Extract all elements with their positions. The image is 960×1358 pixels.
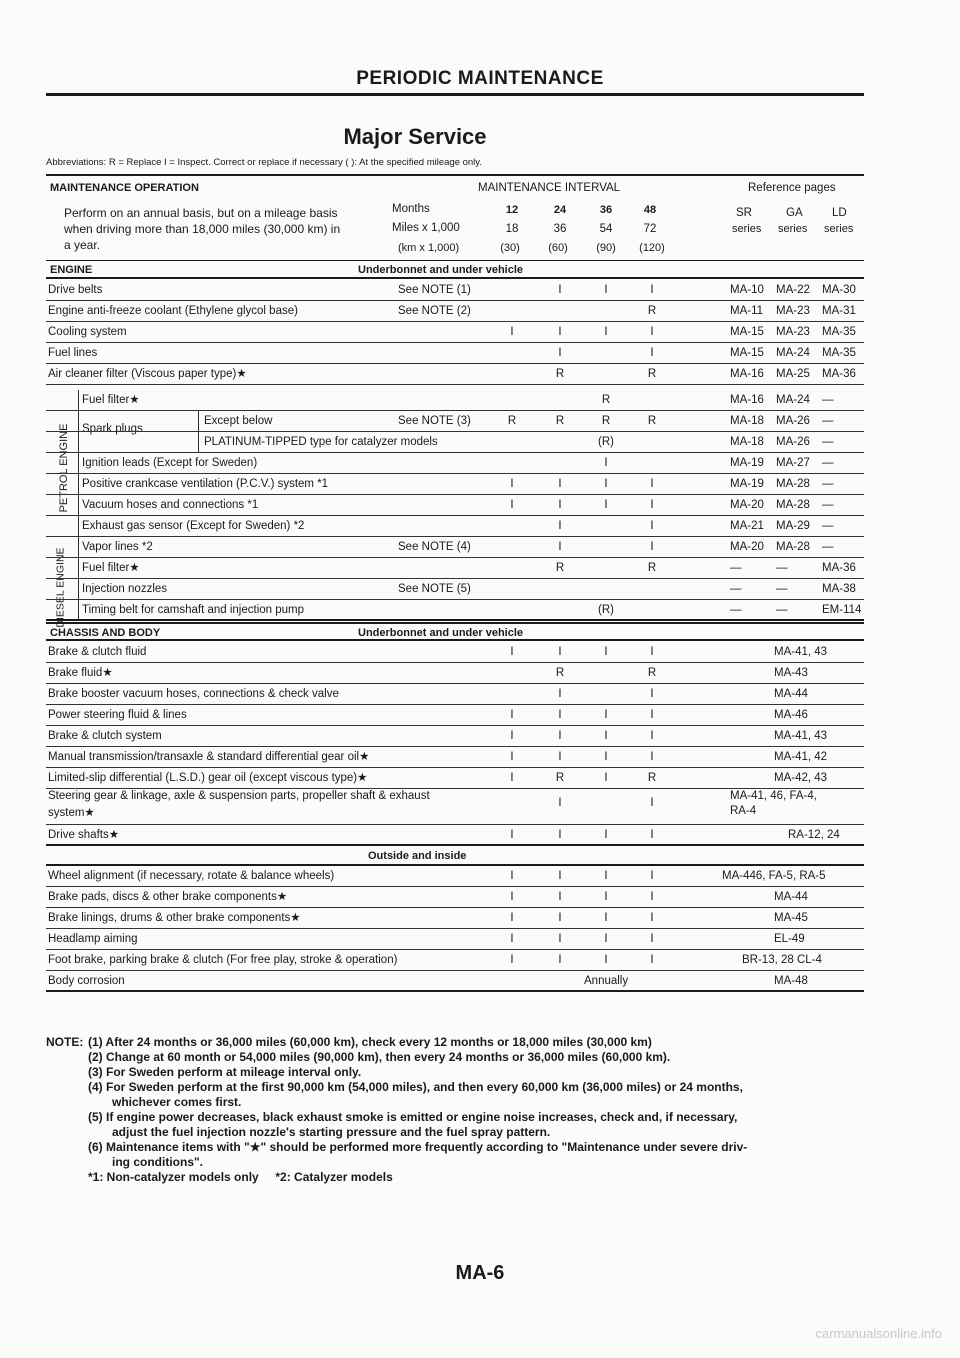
row-name: Headlamp aiming [48, 933, 138, 945]
interval-cell: I [510, 478, 514, 490]
steering-row [46, 789, 864, 825]
header-desc-2: when driving more than 18,000 miles (30,000 km) in [64, 222, 341, 236]
interval-cell: I [558, 709, 562, 721]
row-name: Engine anti-freeze coolant (Ethylene glycol base) [48, 305, 298, 317]
interval-cell: I [604, 326, 608, 338]
driveshaft-ref: RA-12, 24 [788, 829, 840, 841]
note-2: (2) Change at 60 month or 54,000 miles (90,000 km), then every 24 months or 36,000 miles (60,000 km). [88, 1050, 671, 1064]
row-name: Except below [204, 415, 273, 427]
page-title: PERIODIC MAINTENANCE [356, 68, 604, 89]
interval-cell: R [601, 415, 611, 427]
month-24: 24 [553, 204, 567, 216]
ref-ld: — [822, 478, 834, 490]
interval-cell: I [510, 751, 514, 763]
row-name: Power steering fluid & lines [48, 709, 187, 721]
driveshaft-i-1: I [558, 829, 562, 841]
ref-series-1: series [732, 223, 762, 235]
ref-ld: MA-35 [822, 347, 856, 359]
driveshaft-i-3: I [650, 829, 654, 841]
ref-ga: MA-28 [776, 541, 810, 553]
table-row [46, 642, 864, 663]
interval-cell: I [604, 772, 608, 784]
note-4b: whichever comes first. [112, 1095, 242, 1109]
header-desc-3: a year. [64, 238, 101, 252]
ref-ga: MA-29 [776, 520, 810, 532]
interval-cell: I [558, 347, 562, 359]
ref-sr: MA-10 [730, 284, 764, 296]
ref-sr: MA-15 [730, 326, 764, 338]
row-ref: MA-42, 43 [774, 772, 828, 784]
interval-cell: I [650, 326, 654, 338]
miles-18: 18 [505, 223, 519, 235]
interval-cell: R [507, 415, 517, 427]
interval-cell: I [510, 499, 514, 511]
interval-cell: I [558, 520, 562, 532]
outside-section-header [46, 847, 864, 866]
note-footnote: *1: Non-catalyzer models only *2: Catalyzer models [88, 1170, 393, 1184]
interval-cell: I [510, 933, 514, 945]
ref-ga: — [776, 583, 788, 595]
row-name: Fuel lines [48, 347, 98, 359]
row-note: See NOTE (4) [398, 541, 471, 553]
note-6a: (6) Maintenance items with "★" should be performed more frequently according to "Maintenance under severe driv- [88, 1140, 748, 1154]
interval-cell: R [647, 772, 657, 784]
row-ref: MA-44 [774, 688, 808, 700]
ref-ld: MA-36 [822, 368, 856, 380]
row-name: Air cleaner filter (Viscous paper type)★ [48, 368, 247, 380]
interval-cell: I [604, 646, 608, 658]
row-name: Brake booster vacuum hoses, connections & check valve [48, 688, 339, 700]
interval-cell: R [555, 667, 565, 679]
interval-cell: I [604, 478, 608, 490]
watermark: carmanualsonline.info [815, 1326, 942, 1341]
ref-sr: — [730, 583, 742, 595]
steering-name-1: Steering gear & linkage, axle & suspension parts, propeller shaft & exhaust [48, 790, 430, 802]
ref-ld: MA-31 [822, 305, 856, 317]
table-row [46, 950, 864, 971]
outside-label: Outside and inside [368, 850, 467, 862]
interval-cell: I [650, 499, 654, 511]
interval-cell: I [558, 541, 562, 553]
chassis-sublabel: Underbonnet and under vehicle [358, 627, 524, 639]
header-operation: MAINTENANCE OPERATION [50, 182, 199, 194]
ref-ga: MA-24 [776, 394, 810, 406]
row-note: See NOTE (5) [398, 583, 471, 595]
interval-cell: I [650, 954, 654, 966]
interval-cell: I [650, 709, 654, 721]
row-ref: MA-41, 43 [774, 646, 828, 658]
ref-sr: MA-16 [730, 368, 764, 380]
row-name: Vacuum hoses and connections *1 [82, 499, 259, 511]
row-ref: MA-45 [774, 912, 808, 924]
ref-ga: MA-22 [776, 284, 810, 296]
table-row [46, 726, 864, 747]
table-row [46, 579, 864, 600]
row-name: Limited-slip differential (L.S.D.) gear oil (except viscous type)★ [48, 772, 368, 784]
row-name: Cooling system [48, 326, 127, 338]
ref-ld: EM-114 [822, 604, 862, 616]
interval-cell: R [555, 368, 565, 380]
ref-ld: MA-30 [822, 284, 856, 296]
row-ref: MA-44 [774, 891, 808, 903]
petrol-engine-label: PETROL ENGINE [58, 423, 70, 513]
ref-ga: MA-26 [776, 415, 810, 427]
engine-section-header [46, 260, 864, 279]
table-row [46, 600, 864, 621]
interval-cell: I [650, 870, 654, 882]
table-row [46, 684, 864, 705]
miles-label: Miles x 1,000 [392, 222, 460, 234]
interval-cell: I [558, 499, 562, 511]
ref-ld: MA-38 [822, 583, 856, 595]
interval-cell: R [555, 562, 565, 574]
ref-ga: — [776, 562, 788, 574]
header-interval: MAINTENANCE INTERVAL [478, 182, 621, 194]
ref-ld: — [822, 415, 834, 427]
interval-cell: I [650, 730, 654, 742]
interval-cell: I [650, 891, 654, 903]
ref-ld: — [822, 436, 834, 448]
row-ref: MA-43 [774, 667, 808, 679]
ref-ld: MA-35 [822, 326, 856, 338]
interval-cell: I [604, 891, 608, 903]
month-36: 36 [599, 204, 613, 216]
ref-ld: — [822, 520, 834, 532]
header-reference: Reference pages [748, 182, 836, 194]
interval-cell: I [604, 751, 608, 763]
steering-ref-1: MA-41, 46, FA-4, [730, 790, 817, 802]
row-name: Manual transmission/transaxle & standard differential gear oil★ [48, 751, 370, 763]
interval-cell: I [558, 478, 562, 490]
ref-ga: MA-23 [776, 326, 810, 338]
row-name: Brake fluid★ [48, 667, 113, 679]
ref-ga: MA-26 [776, 436, 810, 448]
ref-sr: MA-11 [730, 305, 764, 317]
row-name: Ignition leads (Except for Sweden) [82, 457, 258, 469]
table-row [46, 537, 864, 558]
notes-label: NOTE: [46, 1035, 84, 1049]
interval-cell: I [604, 912, 608, 924]
interval-cell: R [555, 415, 565, 427]
row-name: Vapor lines *2 [82, 541, 153, 553]
interval-cell: I [558, 870, 562, 882]
km-60: (60) [548, 242, 568, 254]
interval-cell: I [604, 457, 608, 469]
ref-sr: MA-15 [730, 347, 764, 359]
ref-ga: MA-28 [776, 478, 810, 490]
month-12: 12 [505, 204, 519, 216]
ref-ld: LD [832, 207, 847, 219]
interval-cell: I [510, 709, 514, 721]
engine-label: ENGINE [50, 264, 93, 276]
section-subtitle: Major Service [343, 124, 487, 149]
page-number: MA-6 [455, 1262, 505, 1284]
diesel-engine-label: DIESEL ENGINE [54, 547, 67, 628]
ref-sr: MA-19 [730, 478, 764, 490]
miles-72: 72 [643, 223, 657, 235]
ref-ld: — [822, 457, 834, 469]
row-name: Fuel filter★ [82, 562, 140, 574]
row-note: See NOTE (3) [398, 415, 471, 427]
ref-ga: MA-25 [776, 368, 810, 380]
row-name: PLATINUM-TIPPED type for catalyzer models [204, 436, 438, 448]
interval-cell: R [555, 772, 565, 784]
interval-cell: R [647, 667, 657, 679]
row-name: Brake pads, discs & other brake components★ [48, 891, 288, 903]
ref-sr: — [730, 562, 742, 574]
row-name: Brake linings, drums & other brake components★ [48, 912, 301, 924]
km-120: (120) [639, 242, 665, 254]
table-row [46, 747, 864, 768]
ref-ld: MA-36 [822, 562, 856, 574]
spark-plugs-label: Spark plugs [82, 423, 143, 435]
interval-cell: I [558, 646, 562, 658]
note-4a: (4) For Sweden perform at the first 90,000 km (54,000 miles), and then every 60,000 km (36,000 miles) or 24 months, [88, 1080, 743, 1094]
steering-name-2: system★ [48, 807, 95, 819]
interval-cell: I [558, 933, 562, 945]
table-row [46, 390, 864, 411]
interval-cell: I [650, 520, 654, 532]
table-row [46, 280, 864, 301]
miles-36: 36 [553, 223, 567, 235]
title-rule [46, 93, 864, 96]
interval-cell: I [510, 730, 514, 742]
interval-cell: I [558, 730, 562, 742]
interval-cell: I [604, 954, 608, 966]
row-ref: EL-49 [774, 933, 805, 945]
miles-54: 54 [599, 223, 613, 235]
row-ref: MA-41, 42 [774, 751, 828, 763]
engine-sublabel: Underbonnet and under vehicle [358, 264, 524, 276]
km-90: (90) [596, 242, 616, 254]
table-row [46, 768, 864, 789]
month-48: 48 [643, 204, 657, 216]
km-label: (km x 1,000) [398, 242, 460, 254]
ref-sr: MA-21 [730, 520, 764, 532]
ref-series-3: series [824, 223, 854, 235]
row-name: Fuel filter★ [82, 394, 140, 406]
row-name: Positive crankcase ventilation (P.C.V.) system *1 [82, 478, 329, 490]
interval-cell: R [647, 305, 657, 317]
table-row [46, 364, 864, 385]
ref-sr: SR [736, 207, 752, 219]
interval-cell: I [650, 933, 654, 945]
ref-ld: — [822, 499, 834, 511]
row-name: Drive belts [48, 284, 103, 296]
interval-cell: I [650, 541, 654, 553]
interval-cell: I [604, 709, 608, 721]
interval-cell: I [510, 891, 514, 903]
steering-i-3: I [650, 797, 654, 809]
interval-cell: I [650, 347, 654, 359]
row-name: Injection nozzles [82, 583, 168, 595]
interval-cell: (R) [598, 436, 614, 448]
row-name: Brake & clutch system [48, 730, 162, 742]
interval-cell: I [650, 688, 654, 700]
interval-cell: I [604, 284, 608, 296]
interval-cell: I [510, 772, 514, 784]
row-name: Timing belt for camshaft and injection pump [82, 604, 305, 616]
note-6b: ing conditions". [112, 1155, 204, 1169]
table-row [46, 558, 864, 579]
interval-cell: I [650, 646, 654, 658]
interval-cell: I [650, 284, 654, 296]
table-row [46, 887, 864, 908]
row-note: See NOTE (2) [398, 305, 471, 317]
table-top-rule [46, 174, 864, 176]
interval-cell: I [558, 891, 562, 903]
interval-cell: I [510, 870, 514, 882]
header-desc-1: Perform on an annual basis, but on a mileage basis [64, 206, 338, 220]
interval-cell: I [604, 499, 608, 511]
ref-series-2: series [778, 223, 808, 235]
row-name: Wheel alignment (if necessary, rotate & balance wheels) [48, 870, 335, 882]
table-row [46, 301, 864, 322]
note-5a: (5) If engine power decreases, black exhaust smoke is emitted or engine noise increases, check and, if necessary, [88, 1110, 738, 1124]
row-ref: MA-446, FA-5, RA-5 [722, 870, 826, 882]
note-5b: adjust the fuel injection nozzle's starting pressure and the fuel spray pattern. [112, 1125, 551, 1139]
row-ref: MA-46 [774, 709, 808, 721]
driveshaft-name: Drive shafts★ [48, 829, 120, 841]
interval-cell: I [604, 730, 608, 742]
notes-block [46, 1035, 864, 1185]
interval-cell: I [510, 326, 514, 338]
interval-cell: R [647, 368, 657, 380]
interval-cell: I [650, 912, 654, 924]
ref-ga: MA-27 [776, 457, 810, 469]
driveshaft-row [46, 825, 864, 846]
interval-cell: I [604, 870, 608, 882]
ref-sr: MA-20 [730, 499, 764, 511]
row-name: Exhaust gas sensor (Except for Sweden) *2 [82, 520, 305, 532]
ref-ga: MA-24 [776, 347, 810, 359]
table-row [46, 343, 864, 364]
chassis-label: CHASSIS AND BODY [50, 627, 161, 639]
table-row [46, 495, 864, 516]
months-label: Months [392, 203, 430, 215]
row-ref: MA-41, 43 [774, 730, 828, 742]
ref-sr: MA-20 [730, 541, 764, 553]
km-30: (30) [500, 242, 520, 254]
table-row [46, 929, 864, 950]
row-name: Foot brake, parking brake & clutch (For free play, stroke & operation) [48, 954, 398, 966]
interval-cell: I [558, 284, 562, 296]
interval-cell: I [510, 646, 514, 658]
interval-cell: I [558, 326, 562, 338]
ref-sr: MA-18 [730, 415, 764, 427]
row-name: Brake & clutch fluid [48, 646, 147, 658]
interval-cell: (R) [598, 604, 614, 616]
interval-cell: I [650, 478, 654, 490]
ref-sr: MA-18 [730, 436, 764, 448]
ref-ga: GA [786, 207, 803, 219]
table-row [46, 322, 864, 343]
driveshaft-i-2: I [604, 829, 608, 841]
chassis-section-header [46, 622, 864, 641]
table-row [46, 705, 864, 726]
ref-ga: MA-23 [776, 305, 810, 317]
table-row [46, 411, 864, 432]
interval-cell: I [510, 954, 514, 966]
interval-cell: I [558, 688, 562, 700]
note-1: (1) After 24 months or 36,000 miles (60,000 km), check every 12 months or 18,000 miles (30,000 km) [88, 1035, 652, 1049]
body-row [46, 971, 864, 992]
table-row [46, 474, 864, 495]
interval-cell: I [558, 912, 562, 924]
table-row [46, 516, 864, 537]
table-row [46, 453, 864, 474]
ref-sr: — [730, 604, 742, 616]
steering-i-1: I [558, 797, 562, 809]
ref-sr: MA-16 [730, 394, 764, 406]
interval-cell: R [601, 394, 611, 406]
interval-cell: I [510, 912, 514, 924]
table-row [46, 908, 864, 929]
driveshaft-i-0: I [510, 829, 514, 841]
interval-cell: I [650, 751, 654, 763]
ref-ga: — [776, 604, 788, 616]
table-row [46, 663, 864, 684]
ref-sr: MA-19 [730, 457, 764, 469]
body-ref: MA-48 [774, 975, 808, 987]
note-3: (3) For Sweden perform at mileage interval only. [88, 1065, 362, 1079]
table-row [46, 866, 864, 887]
body-interval: Annually [584, 975, 629, 987]
interval-cell: I [558, 954, 562, 966]
abbreviations-line: Abbreviations: R = Replace I = Inspect. Correct or replace if necessary ( ): At the specified mileage only. [46, 157, 482, 168]
interval-cell: I [604, 933, 608, 945]
row-note: See NOTE (1) [398, 284, 471, 296]
steering-ref-2: RA-4 [730, 805, 757, 817]
ref-ld: — [822, 541, 834, 553]
table-row [46, 432, 864, 453]
ref-ga: MA-28 [776, 499, 810, 511]
body-name: Body corrosion [48, 975, 125, 987]
row-ref: BR-13, 28 CL-4 [742, 954, 822, 966]
ref-ld: — [822, 394, 834, 406]
interval-cell: R [647, 562, 657, 574]
interval-cell: I [558, 751, 562, 763]
interval-cell: R [647, 415, 657, 427]
